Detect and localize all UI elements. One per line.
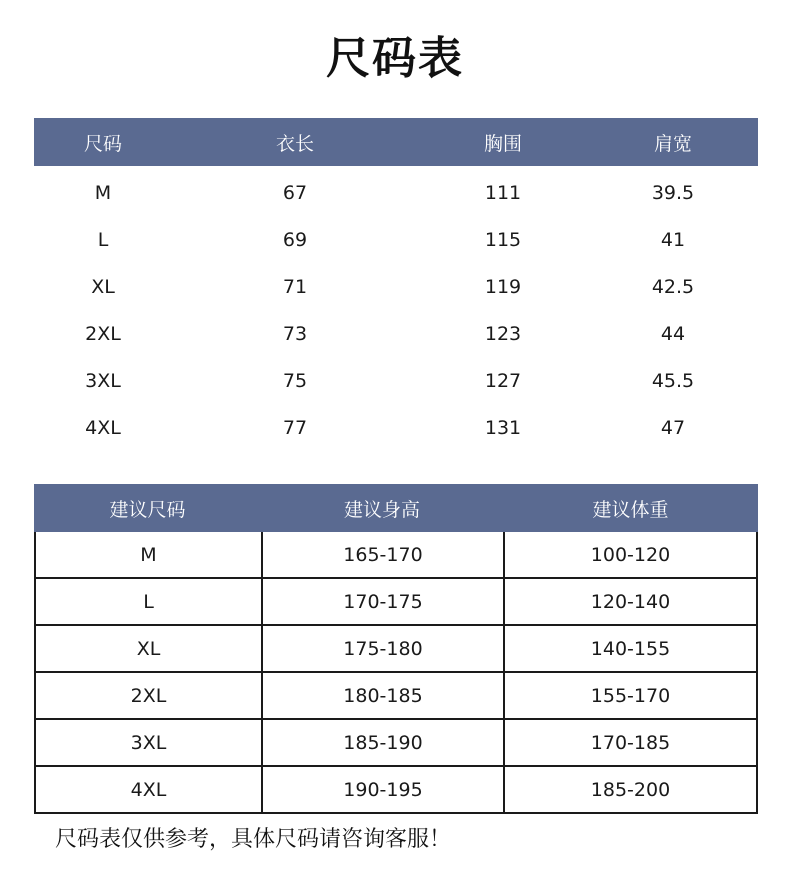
cell-shoulder: 41: [660, 228, 686, 251]
cell-shoulder: 39.5: [651, 181, 695, 204]
cell-length: 73: [282, 322, 308, 345]
table-row: [34, 404, 758, 451]
cell-weight: 120-140: [590, 590, 671, 613]
cell-weight: 140-155: [590, 637, 671, 660]
table-row: [36, 577, 756, 624]
cell-size: 2XL: [85, 322, 121, 345]
suggest-table: [34, 484, 758, 814]
cell-height: 175-180: [263, 626, 505, 671]
cell-height: 180-185: [263, 673, 505, 718]
cell-weight: 170-185: [590, 731, 671, 754]
cell-size: 3XL: [85, 369, 121, 392]
cell-size: XL: [91, 275, 115, 298]
cell-chest: 131: [484, 416, 522, 439]
table-row: [34, 310, 758, 357]
suggest-table-header: [34, 484, 758, 532]
cell-length: 71: [282, 275, 308, 298]
table-row: [34, 216, 758, 263]
cell-chest: 119: [484, 275, 522, 298]
page-title: 尺码表: [326, 33, 464, 84]
cell-shoulder: 45.5: [651, 369, 695, 392]
table-row: [36, 532, 756, 577]
header-suggest-weight: 建议体重: [592, 498, 669, 521]
cell-size: M: [94, 181, 112, 204]
table-row: [34, 357, 758, 404]
cell-size: XL: [36, 626, 263, 671]
footnote: 尺码表仅供参考，具体尺码请咨询客服！: [55, 827, 452, 852]
cell-chest: 123: [484, 322, 522, 345]
header-length: 衣长: [275, 132, 314, 155]
cell-length: 77: [282, 416, 308, 439]
header-size: 尺码: [83, 132, 122, 155]
table-row: [36, 671, 756, 718]
cell-size: 2XL: [36, 673, 263, 718]
cell-length: 67: [282, 181, 308, 204]
cell-weight: 185-200: [590, 778, 671, 801]
size-table: [34, 118, 758, 451]
cell-size: 3XL: [36, 720, 263, 765]
cell-size: M: [36, 532, 263, 577]
header-shoulder: 肩宽: [653, 132, 692, 155]
table-row: [36, 718, 756, 765]
cell-shoulder: 44: [660, 322, 686, 345]
cell-size: L: [97, 228, 109, 251]
cell-size: 4XL: [36, 767, 263, 812]
cell-chest: 127: [484, 369, 522, 392]
cell-length: 69: [282, 228, 308, 251]
cell-chest: 115: [484, 228, 522, 251]
cell-shoulder: 42.5: [651, 275, 695, 298]
cell-weight: 155-170: [590, 684, 671, 707]
table-row: [34, 263, 758, 310]
header-suggest-size: 建议尺码: [109, 498, 186, 521]
size-table-header: [34, 118, 758, 166]
cell-height: 190-195: [263, 767, 505, 812]
cell-shoulder: 47: [660, 416, 686, 439]
cell-weight: 100-120: [590, 543, 671, 566]
cell-length: 75: [282, 369, 308, 392]
cell-height: 185-190: [263, 720, 505, 765]
table-row: [36, 624, 756, 671]
table-row: [36, 765, 756, 812]
header-chest: 胸围: [483, 132, 522, 155]
cell-chest: 111: [484, 181, 522, 204]
table-row: [34, 169, 758, 216]
cell-height: 170-175: [263, 579, 505, 624]
header-suggest-height: 建议身高: [343, 498, 420, 521]
cell-height: 165-170: [263, 532, 505, 577]
cell-size: L: [36, 579, 263, 624]
cell-size: 4XL: [85, 416, 121, 439]
